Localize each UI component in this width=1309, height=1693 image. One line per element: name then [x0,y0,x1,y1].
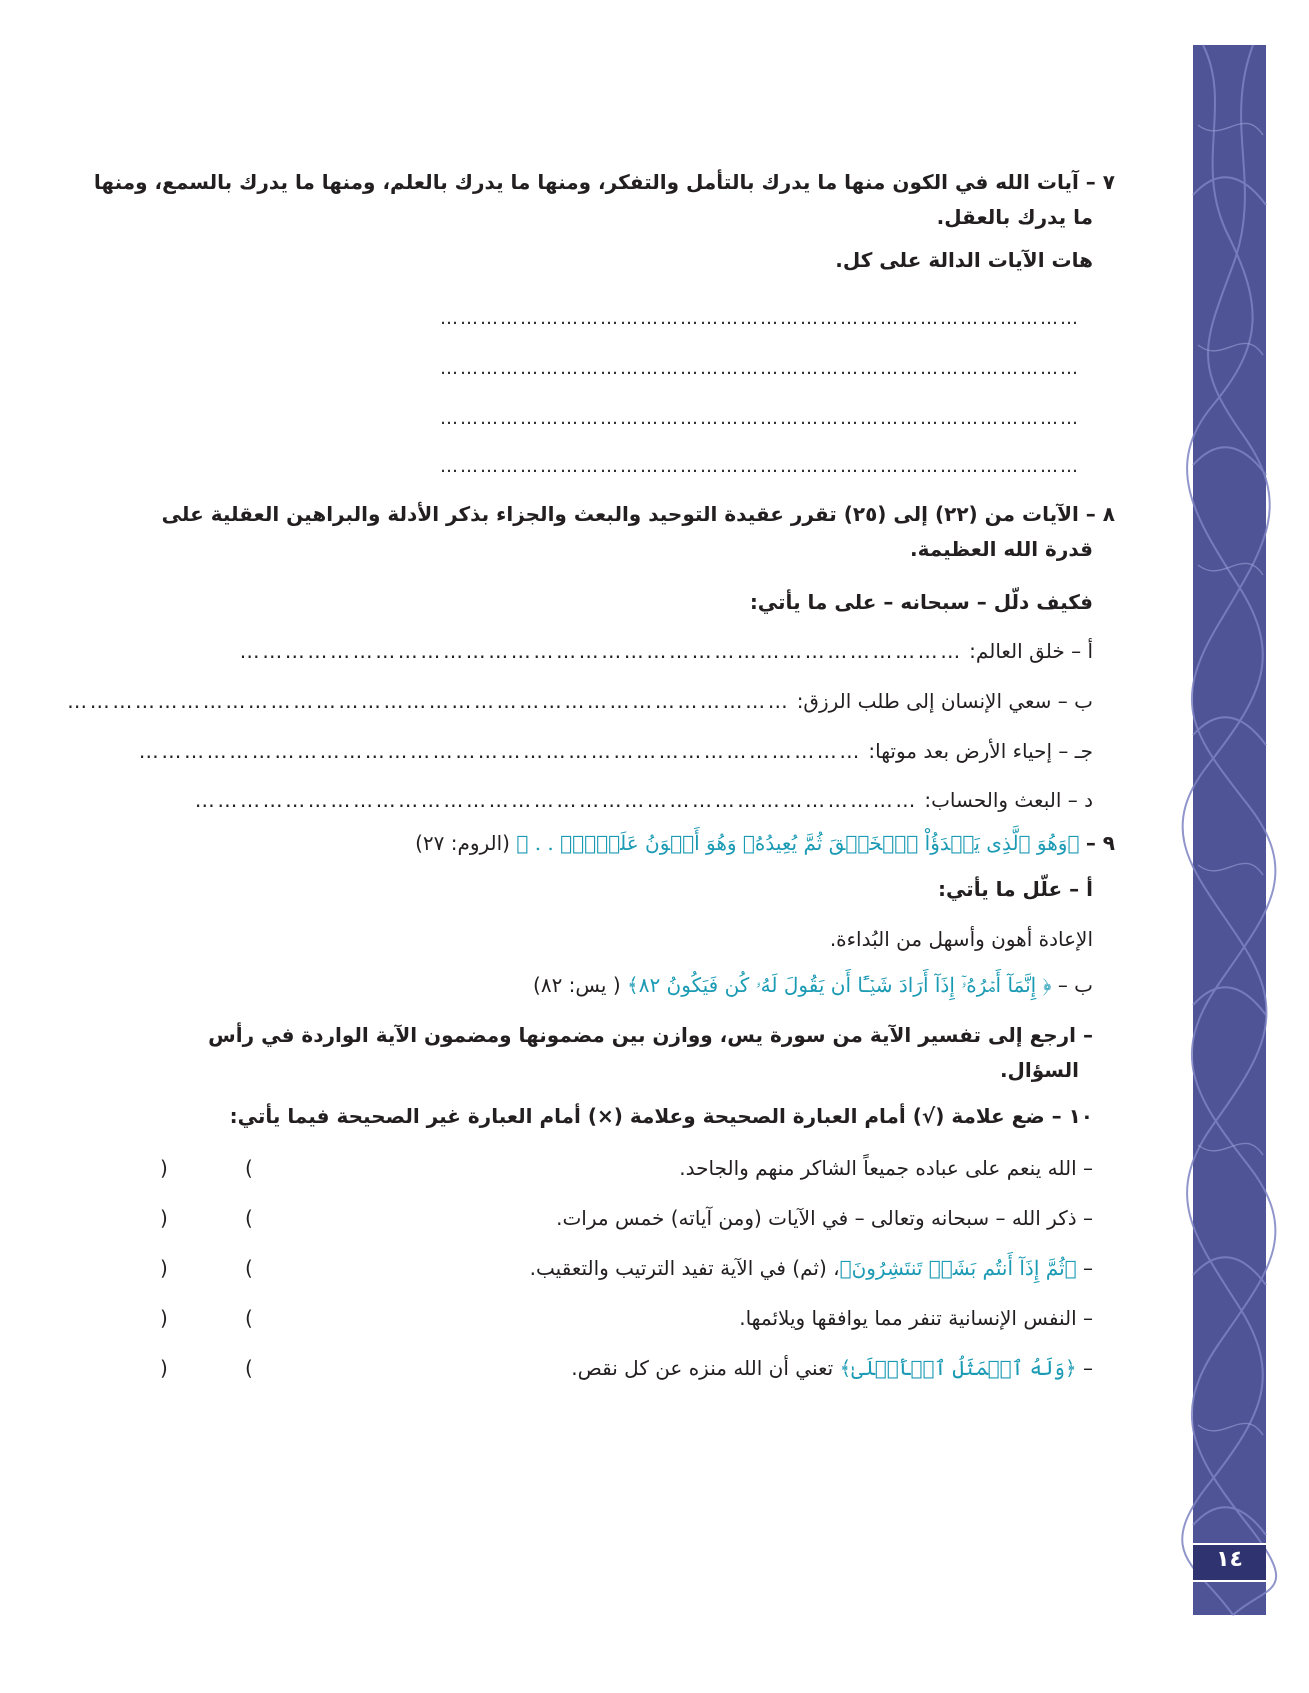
q8-item-a-answer[interactable]: …………………………………………………………………………………… [239,639,963,663]
q10-answer-3-close[interactable]: ) [160,1256,168,1280]
q10-answer-3-open[interactable]: ( [245,1256,253,1280]
q10-answer-5-open[interactable]: ( [245,1356,253,1380]
q10-answer-2-close[interactable]: ) [160,1206,168,1230]
q8-item-b-answer[interactable]: …………………………………………………………………………………… [67,689,791,713]
page-number-box [1193,1543,1266,1582]
q10-answer-1-open[interactable]: ( [245,1156,253,1180]
q9-instruction-2: السؤال. [999,1058,1079,1082]
q9-instruction-1: – ارجع إلى تفسير الآية من سورة يس، ووازن بين مضمونها ومضمون الآية الواردة في رأس [208,1023,1093,1047]
q9-b-ref: ( يس: ٨٢) [533,973,621,997]
q8-item-c [138,734,1093,768]
q7-line-1: ٧ – آيات الله في الكون منها ما يدرك بالتأمل والتفكر، ومنها ما يدرك بالعلم، ومنها ما يدرك بالسمع، ومنها [93,170,1115,194]
q10-answer-2-open[interactable]: ( [245,1206,253,1230]
q10-statement-1 [679,1151,1093,1185]
q10-statement-2 [556,1201,1093,1235]
q10-answer-5-close[interactable]: ) [160,1356,168,1380]
q8-item-d [155,783,1093,817]
q8-item-d-label: د – البعث والحساب: [924,788,1093,812]
q7-line-3: هات الآيات الدالة على كل. [835,248,1093,272]
q10-answer-1-close[interactable]: ) [160,1156,168,1180]
q9-verse-ref: (الروم: ٢٧) [415,831,510,855]
q8-item-a [155,634,1093,668]
q10-answer-4-open[interactable]: ( [245,1306,253,1330]
q9-line-1 [415,826,1115,860]
q8-item-a-label: أ – خلق العالم: [969,639,1093,663]
q9-number: ٩ – [1085,831,1115,855]
q9-b-label: ب – [1057,973,1093,997]
q8-line-3: فكيف دلّل – سبحانه – على ما يأتي: [749,590,1093,614]
answer-line-1[interactable]: …………………………………………………………………………………… [440,308,1080,329]
arabesque-pattern-icon [1193,45,1266,1615]
page-number: ١٤ [1216,1547,1243,1572]
q9-b-verse: ﴿ إِنَّمَآ أَمۡرُهُۥٓ إِذَآ أَرَادَ شَيۡـًٔا أَن يَقُولَ لَهُۥ كُن فَيَكُونُ ٨٢﴾ [627,973,1052,997]
q10-statement-1-text: – الله ينعم على عباده جميعاً الشاكر منهم والجاحد. [679,1156,1093,1180]
decorative-side-band [1193,45,1266,1615]
q8-item-b [67,684,1093,718]
q9-b-line [533,968,1093,1002]
q10-statement-5-text: تعني أن الله منزه عن كل نقص. [571,1356,840,1380]
q10-statement-3-verse: ﴿ثُمَّ إِذَآ أَنتُم بَشَرٞ تَنتَشِرُونَ﴾ [839,1256,1077,1280]
q10-statement-3-text: ، (ثم) في الآية تفيد الترتيب والتعقيب. [529,1256,840,1280]
q8-line-2: قدرة الله العظيمة. [910,537,1093,561]
q10-statement-5-verse: ﴿وَلَهُ ٱلۡمَثَلُ ٱلۡأَعۡلَىٰ﴾ [839,1356,1077,1380]
answer-line-3[interactable]: …………………………………………………………………………………… [440,408,1080,429]
q8-item-c-answer[interactable]: …………………………………………………………………………………… [138,739,862,763]
q10-statement-3 [530,1251,1093,1285]
q9-a-text: الإعادة أهون وأسهل من البُداءة. [829,927,1093,951]
q9-verse: ﴿وَهُوَ ٱلَّذِى يَبۡدَؤُاْ ٱلۡخَلۡقَ ثُمَّ يُعِيدُهُۥ وَهُوَ أَهۡوَنُ عَلَيۡهِۚ . . ﴾ [516,831,1080,855]
q10-statement-4 [739,1301,1093,1335]
q8-line-1: ٨ – الآيات من (٢٢) إلى (٢٥) تقرر عقيدة التوحيد والبعث والجزاء بذكر الأدلة والبراهين العقلية على [161,502,1115,526]
q10-answer-4-close[interactable]: ) [160,1306,168,1330]
q10-statement-3-dash: – [1076,1256,1093,1280]
answer-line-4[interactable]: …………………………………………………………………………………… [440,456,1080,477]
q8-item-b-label: ب – سعي الإنسان إلى طلب الرزق: [796,689,1093,713]
q8-item-c-label: جـ – إحياء الأرض بعد موتها: [868,739,1093,763]
q10-title: ١٠ – ضع علامة (√) أمام العبارة الصحيحة وعلامة (×) أمام العبارة غير الصحيحة فيما يأتي: [229,1104,1093,1128]
q7-line-2: ما يدرك بالعقل. [936,205,1093,229]
answer-line-2[interactable]: …………………………………………………………………………………… [440,358,1080,379]
q10-statement-4-text: – النفس الإنسانية تنفر مما يوافقها ويلائمها. [739,1306,1093,1330]
q8-item-d-answer[interactable]: …………………………………………………………………………………… [194,788,918,812]
q10-statement-5 [571,1351,1093,1385]
q10-statement-5-dash: – [1076,1356,1093,1380]
q10-statement-2-text: – ذكر الله – سبحانه وتعالى – في الآيات (ومن آياته) خمس مرات. [556,1206,1093,1230]
q9-a-label: أ – علّل ما يأتي: [937,877,1093,901]
